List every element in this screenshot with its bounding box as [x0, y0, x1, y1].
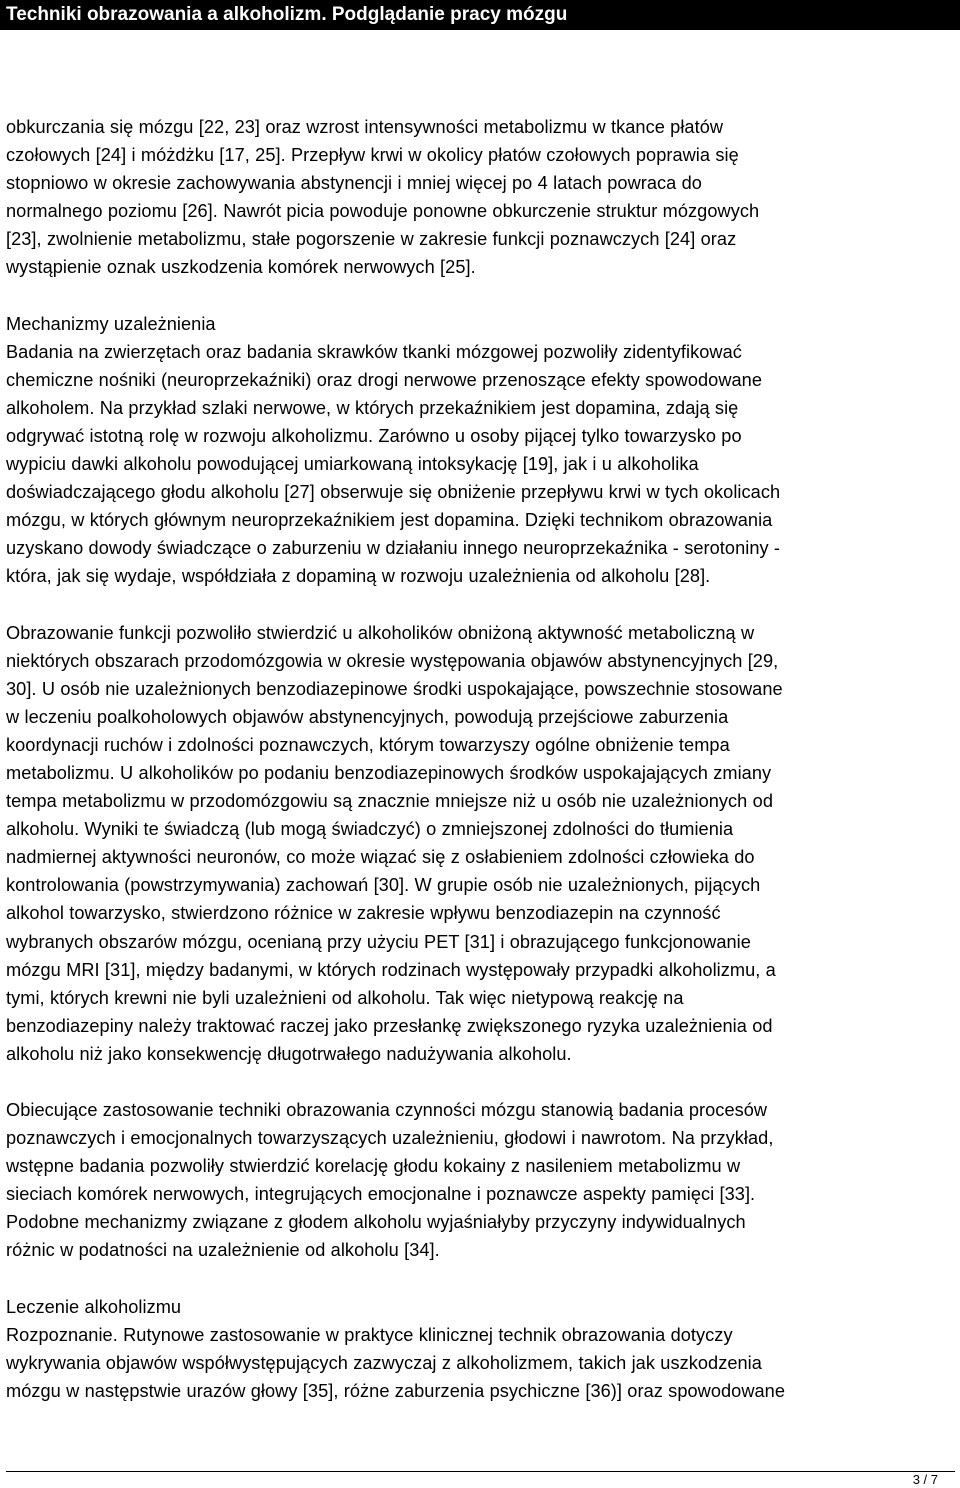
- document-body: [6, 113, 954, 1405]
- text-line: tempa metabolizmu w przodomózgowiu są znacznie mniejsze niż u osób nie uzależnionych od: [6, 791, 773, 812]
- text-line: wykrywania objawów współwystępujących zazwyczaj z alkoholizmem, takich jak uszkodzenia: [6, 1352, 762, 1373]
- text-line: Podobne mechanizmy związane z głodem alkoholu wyjaśniałyby przyczyny indywidualnych: [6, 1212, 746, 1233]
- text-line: mózgu w następstwie urazów głowy [35], różne zaburzenia psychiczne [36)] oraz spowodowane: [6, 1380, 786, 1401]
- text-line: mózgu, w których głównym neuroprzekaźnikiem jest dopamina. Dzięki technikom obrazowania: [6, 510, 773, 531]
- text-line: sieciach komórek nerwowych, integrujących emocjonalne i poznawcze aspekty pamięci [33].: [6, 1184, 756, 1205]
- text-line: odgrywać istotną rolę w rozwoju alkoholizmu. Zarówno u osoby pijącej tylko towarzysko po: [6, 425, 742, 446]
- text-line: wstępne badania pozwoliły stwierdzić korelację głodu kokainy z nasileniem metabolizmu w: [6, 1156, 741, 1177]
- header-bar: [0, 0, 960, 30]
- text-line: benzodiazepiny należy traktować raczej jako przesłankę zwiększonego ryzyka uzależnienia od: [6, 1015, 773, 1036]
- text-line: Obrazowanie funkcji pozwoliło stwierdzić u alkoholików obniżoną aktywność metaboliczną w: [6, 622, 755, 643]
- text-line: czołowych [24] i móżdżku [17, 25]. Przepływ krwi w okolicy płatów czołowych poprawia się: [6, 145, 739, 166]
- paragraph-gap: [6, 591, 954, 619]
- footer-divider: [6, 1471, 955, 1472]
- text-line: Mechanizmy uzależnienia: [6, 313, 216, 334]
- text-line: chemiczne nośniki (neuroprzekaźniki) oraz drogi nerwowe przenoszące efekty spowodowane: [6, 369, 763, 390]
- text-line: kontrolowania (powstrzymywania) zachowań [30]. W grupie osób nie uzależnionych, pijących: [6, 875, 761, 896]
- text-line: koordynacji ruchów i zdolności poznawczych, którym towarzyszy ogólne obniżenie tempa: [6, 734, 730, 755]
- text-line: w leczeniu poalkoholowych objawów abstynencyjnych, powodują przejściowe zaburzenia: [6, 706, 729, 727]
- text-line: metabolizmu. U alkoholików po podaniu benzodiazepinowych środków uspokajających zmiany: [6, 762, 772, 783]
- text-line: wystąpienie oznak uszkodzenia komórek nerwowych [25].: [6, 257, 476, 278]
- text-line: Leczenie alkoholizmu: [6, 1296, 182, 1317]
- text-line: doświadczającego głodu alkoholu [27] obserwuje się obniżenie przepływu krwi w tych okolicach: [6, 482, 781, 503]
- text-line: różnic w podatności na uzależnienie od alkoholu [34].: [6, 1240, 440, 1261]
- paragraph-gap: [6, 1068, 954, 1096]
- paragraph-gap: [6, 1265, 954, 1293]
- text-line: mózgu MRI [31], między badanymi, w których rodzinach występowały przypadki alkoholizmu, a: [6, 959, 776, 980]
- page-number: 3 / 7: [912, 1472, 938, 1487]
- text-line: alkoholem. Na przykład szlaki nerwowe, w których przekaźnikiem jest dopamina, zdają się: [6, 397, 739, 418]
- text-line: alkoholu niż jako konsekwencję długotrwałego nadużywania alkoholu.: [6, 1043, 572, 1064]
- text-line: Rozpoznanie. Rutynowe zastosowanie w praktyce klinicznej technik obrazowania dotyczy: [6, 1324, 733, 1345]
- text-line: alkoholu. Wyniki te świadczą (lub mogą świadczyć) o zmniejszonej zdolności do tłumienia: [6, 819, 734, 840]
- text-line: obkurczania się mózgu [22, 23] oraz wzrost intensywności metabolizmu w tkance płatów: [6, 117, 724, 137]
- text-line: nadmiernej aktywności neuronów, co może wiązać się z osłabieniem zdolności człowieka do: [6, 847, 755, 868]
- text-line: stopniowo w okresie zachowywania abstynencji i mniej więcej po 4 latach powraca do: [6, 173, 702, 194]
- text-line: która, jak się wydaje, współdziała z dopaminą w rozwoju uzależnienia od alkoholu [28].: [6, 566, 711, 587]
- document-title: Techniki obrazowania a alkoholizm. Podglądanie pracy mózgu: [6, 4, 568, 25]
- text-line: Badania na zwierzętach oraz badania skrawków tkanki mózgowej pozwoliły zidentyfikować: [6, 341, 742, 362]
- text-line: wypiciu dawki alkoholu powodującej umiarkowaną intoksykację [19], jak i u alkoholika: [6, 454, 699, 475]
- paragraph-gap: [6, 282, 954, 310]
- text-line: [23], zwolnienie metabolizmu, stałe pogorszenie w zakresie funkcji poznawczych [24] oraz: [6, 229, 737, 250]
- text-line: tymi, których krewni nie byli uzależnieni od alkoholu. Tak więc nietypową reakcję na: [6, 987, 684, 1008]
- text-line: Obiecujące zastosowanie techniki obrazowania czynności mózgu stanowią badania procesów: [6, 1100, 768, 1120]
- text-line: alkohol towarzysko, stwierdzono różnice w zakresie wpływu benzodiazepin na czynność: [6, 903, 721, 924]
- text-line: poznawczych i emocjonalnych towarzyszących uzależnieniu, głodowi i nawrotom. Na przykład,: [6, 1128, 774, 1149]
- text-line: wybranych obszarów mózgu, ocenianą przy użyciu PET [31] i obrazującego funkcjonowanie: [6, 931, 751, 952]
- text-line: normalnego poziomu [26]. Nawrót picia powoduje ponowne obkurczenie struktur mózgowych: [6, 201, 760, 222]
- text-line: 30]. U osób nie uzależnionych benzodiazepinowe środki uspokajające, powszechnie stosowane: [6, 678, 783, 699]
- text-line: niektórych obszarach przodomózgowia w okresie występowania objawów abstynencyjnych [29,: [6, 650, 779, 671]
- text-line: uzyskano dowody świadczące o zaburzeniu w działaniu innego neuroprzekaźnika - serotoniny -: [6, 538, 781, 559]
